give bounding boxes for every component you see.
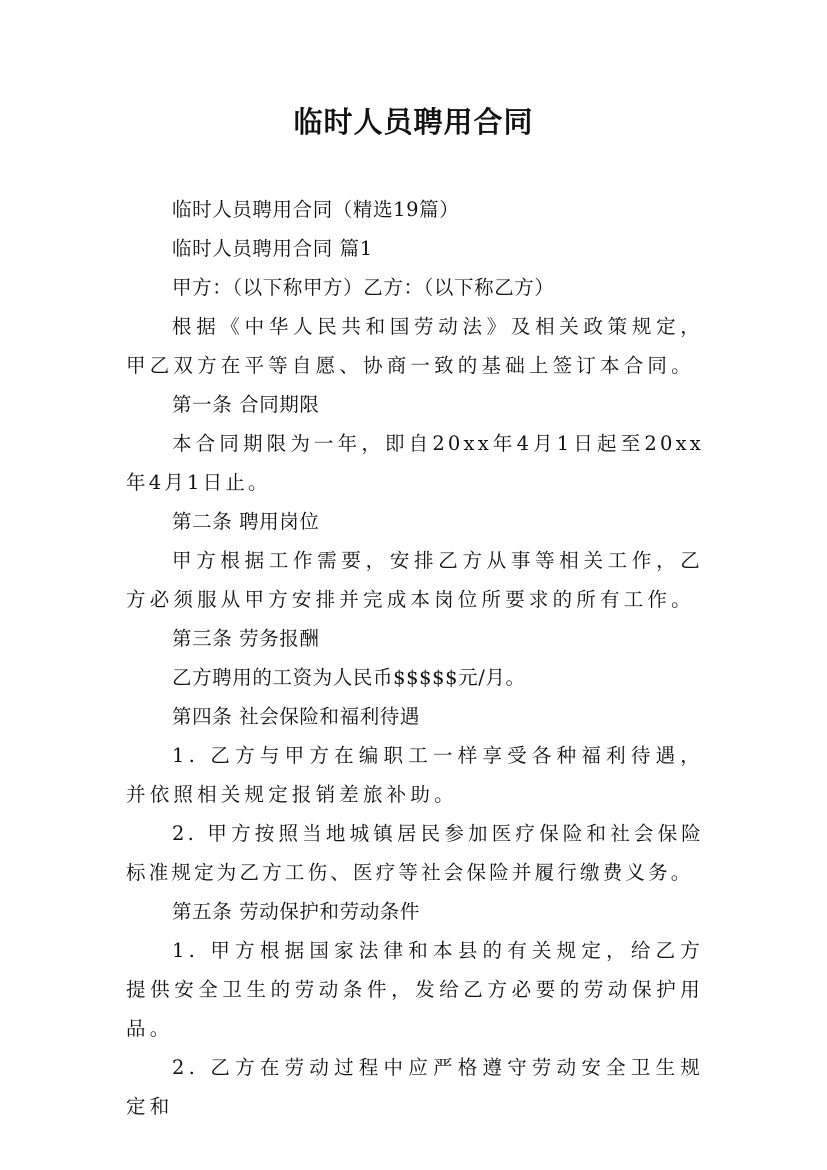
article-5-item-1: 1. 甲方根据国家法律和本县的有关规定，给乙方提供安全卫生的劳动条件，发给乙方必要的劳动保护用品。 [126, 939, 704, 1040]
article-5-item-2: 2. 乙方在劳动过程中应严格遵守劳动安全卫生规定和 [126, 1056, 704, 1118]
article-1-body: 本合同期限为一年，即自20xx年4月1日起至20xx年4月1日止。 [126, 432, 704, 494]
article-5-heading: 第五条 劳动保护和劳动条件 [172, 900, 420, 923]
article-2-body: 甲方根据工作需要，安排乙方从事等相关工作，乙方必须服从甲方安排并完成本岗位所要求的所有工作。 [126, 549, 704, 611]
article-2-heading: 第二条 聘用岗位 [172, 510, 320, 533]
article-4-heading: 第四条 社会保险和福利待遇 [172, 705, 420, 728]
article-1-heading: 第一条 合同期限 [172, 393, 320, 416]
article-3-heading: 第三条 劳务报酬 [172, 627, 320, 650]
paragraph-subtitle: 临时人员聘用合同（精选19篇） [172, 198, 460, 221]
document-title: 临时人员聘用合同 [293, 105, 534, 139]
article-4-item-2: 2. 甲方按照当地城镇居民参加医疗保险和社会保险标准规定为乙方工伤、医疗等社会保险并履行缴费义务。 [126, 822, 704, 884]
paragraph-preamble: 根据《中华人民共和国劳动法》及相关政策规定，甲乙双方在平等自愿、协商一致的基础上签订本合同。 [126, 315, 704, 377]
article-3-body: 乙方聘用的工资为人民币$$$$$元/月。 [172, 666, 526, 689]
paragraph-part-heading: 临时人员聘用合同 篇1 [172, 237, 373, 260]
document-body [126, 190, 704, 1126]
paragraph-parties: 甲方：（以下称甲方）乙方：（以下称乙方） [172, 276, 555, 299]
article-4-item-1: 1. 乙方与甲方在编职工一样享受各种福利待遇，并依照相关规定报销差旅补助。 [126, 744, 704, 806]
